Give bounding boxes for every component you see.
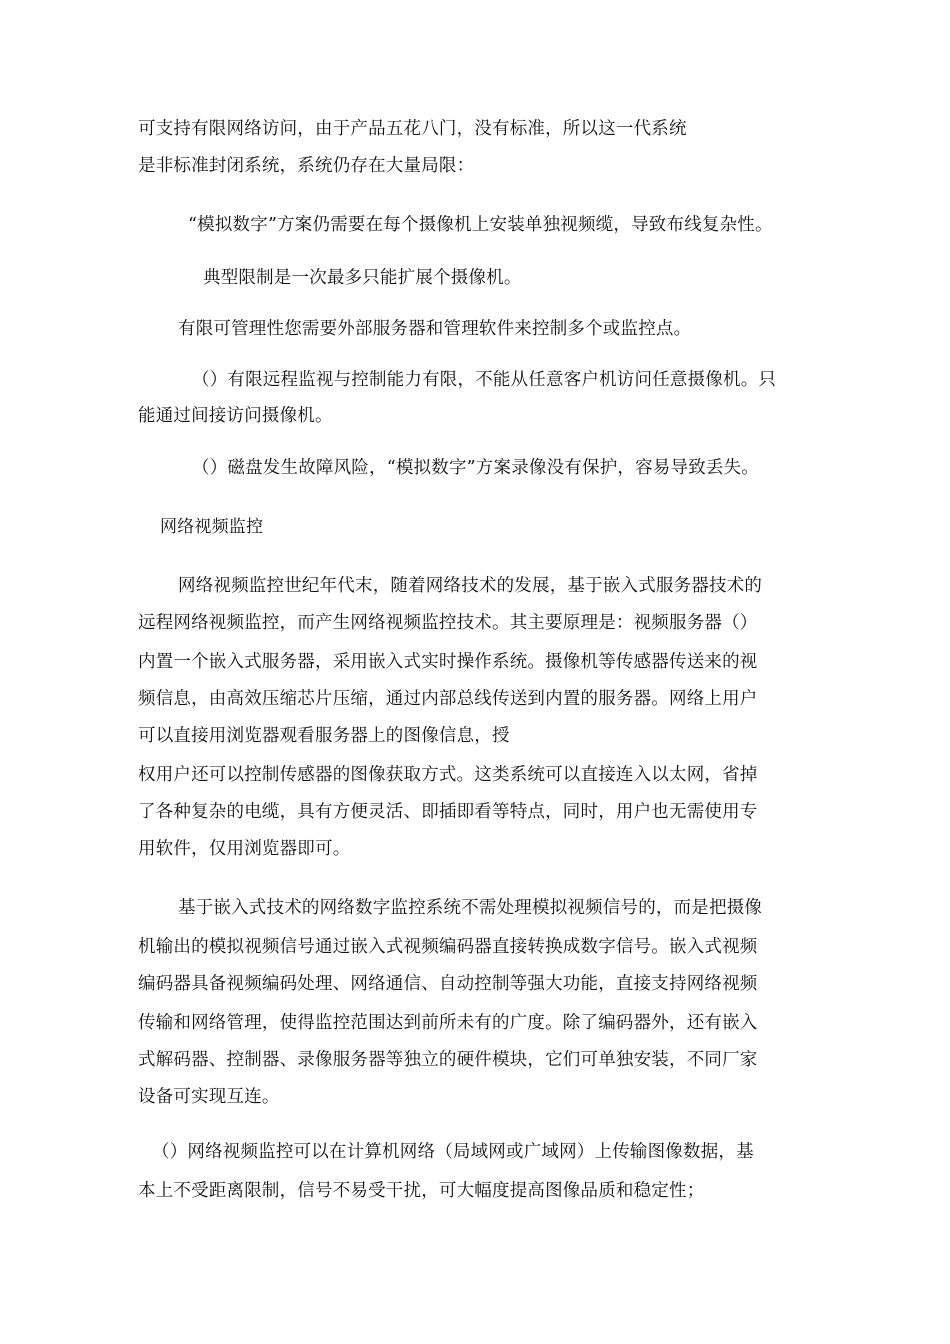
text-line: 了各种复杂的电缆，具有方便灵活、即插即看等特点，同时，用户也无需使用专 [138, 802, 758, 822]
text-line: 网络视频监控世纪年代末，随着网络技术的发展，基于嵌入式服务器技术的 [178, 576, 763, 596]
text-line: 基于嵌入式技术的网络数字监控系统不需处理模拟视频信号的，而是把摄像 [178, 898, 763, 918]
text-line: 远程网络视频监控，而产生网络视频监控技术。其主要原理是：视频服务器（） [138, 613, 758, 633]
text-line: 有限可管理性您需要外部服务器和管理软件来控制多个或监控点。 [178, 319, 692, 339]
text-line: 可以直接用浏览器观看服务器上的图像信息，授 [138, 726, 510, 746]
text-line: 传输和网络管理，使得监控范围达到前所未有的广度。除了编码器外，还有嵌入 [138, 1013, 758, 1033]
text-line: 编码器具备视频编码处理、网络通信、自动控制等强大功能，直接支持网络视频 [138, 974, 758, 994]
text-line: （）网络视频监控可以在计算机网络（局域网或广域网）上传输图像数据，基 [152, 1142, 754, 1162]
text-line: 权用户还可以控制传感器的图像获取方式。这类系统可以直接连入以太网，省掉 [138, 765, 758, 785]
text-line: 频信息，由高效压缩芯片压缩，通过内部总线传送到内置的服务器。网络上用户 [138, 689, 758, 709]
text-line: 机输出的模拟视频信号通过嵌入式视频编码器直接转换成数字信号。嵌入式视频 [138, 937, 758, 957]
section-heading: 网络视频监控 [160, 517, 264, 537]
text-line: 是非标准封闭系统，系统仍存在大量局限： [138, 156, 475, 176]
text-line: 本上不受距离限制，信号不易受干扰，可大幅度提高图像品质和稳定性； [138, 1181, 705, 1201]
text-line: 内置一个嵌入式服务器，采用嵌入式实时操作系统。摄像机等传感器传送来的视 [138, 652, 758, 672]
text-line: （）磁盘发生故障风险，“模拟数字”方案录像没有保护，容易导致丢失。 [192, 458, 759, 478]
text-line: 典型限制是一次最多只能扩展个摄像机。 [203, 268, 522, 288]
text-line: 能通过间接访问摄像机。 [138, 406, 333, 426]
text-line: 设备可实现互连。 [138, 1087, 280, 1107]
text-line: 用软件，仅用浏览器即可。 [138, 839, 351, 859]
text-line: 式解码器、控制器、录像服务器等独立的硬件模块，它们可单独安装，不同厂家 [138, 1050, 758, 1070]
text-line: 可支持有限网络访问，由于产品五花八门，没有标准，所以这一代系统 [138, 119, 687, 139]
text-line: （）有限远程监视与控制能力有限，不能从任意客户机访问任意摄像机。只 [192, 370, 777, 390]
text-line: “模拟数字”方案仍需要在每个摄像机上安装单独视频缆，导致布线复杂性。 [188, 215, 773, 235]
